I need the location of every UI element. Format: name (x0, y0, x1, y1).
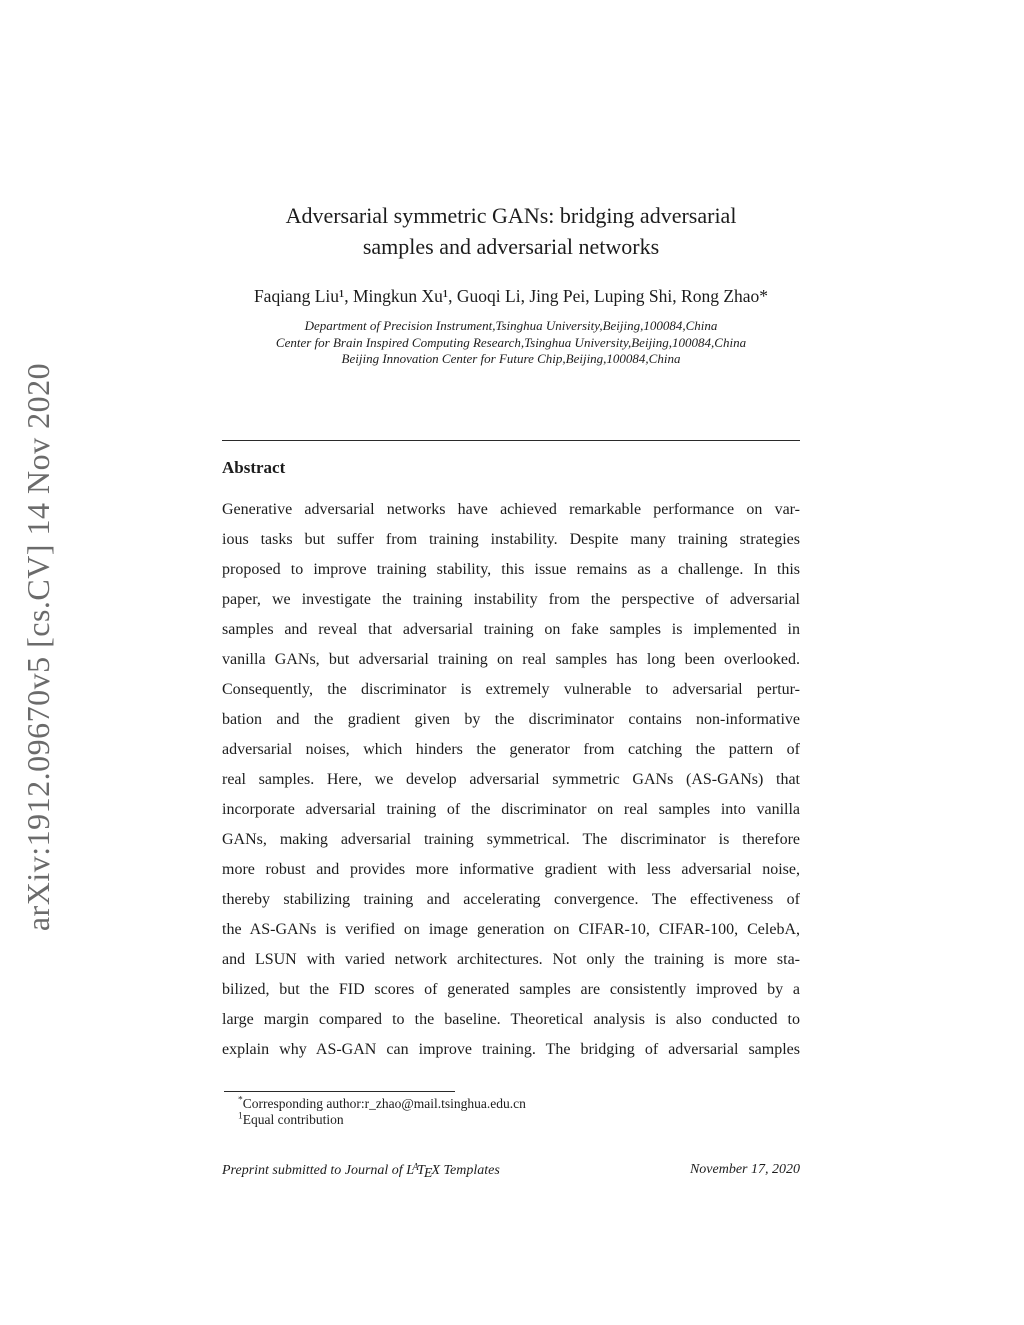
footnote-corresponding-text: Corresponding author:r_zhao@mail.tsinghua.edu.cn (242, 1096, 526, 1111)
latex-logo (406, 1162, 441, 1181)
latex-logo-e: E (423, 1166, 433, 1181)
abstract-line: Consequently, the discriminator is extremely vulnerable to adversarial pertur- (222, 681, 800, 698)
footer-date: November 17, 2020 (689, 1162, 800, 1177)
abstract-line: proposed to improve training stability, this issue remains as a challenge. In this (222, 561, 800, 578)
abstract-line: paper, we investigate the training instability from the perspective of adversarial (222, 591, 800, 608)
abstract-line: and LSUN with varied network architectures. Not only the training is more sta- (222, 951, 800, 968)
abstract-body (222, 495, 800, 1065)
abstract-line: large margin compared to the baseline. Theoretical analysis is also conducted to (222, 1011, 800, 1028)
abstract-line: more robust and provides more informative gradient with less adversarial noise, (222, 861, 800, 878)
footer-preprint-suffix: Templates (440, 1163, 500, 1178)
affiliation-line: Center for Brain Inspired Computing Research,Tsinghua University,Beijing,100084,China (275, 334, 747, 350)
latex-logo-a: A (412, 1162, 419, 1173)
abstract-line: incorporate adversarial training of the discriminator on real samples into vanilla (222, 801, 800, 818)
abstract-heading: Abstract (222, 458, 286, 477)
abstract-line: adversarial noises, which hinders the generator from catching the pattern of (222, 741, 800, 758)
abstract-line: vanilla GANs, but adversarial training on real samples has long been overlooked. (222, 651, 800, 668)
footnote-rule (224, 1091, 455, 1092)
abstract-line: bilized, but the FID scores of generated samples are consistently improved by a (222, 981, 800, 998)
latex-logo-x: X (431, 1163, 441, 1178)
paper-title-line: Adversarial symmetric GANs: bridging adversarial (285, 203, 737, 228)
footnote-equal-contribution (222, 1112, 800, 1128)
abstract-line: samples and reveal that adversarial training on fake samples is implemented in (222, 621, 800, 638)
paper-title (222, 200, 800, 262)
abstract-line: explain why AS-GAN can improve training. The bridging of adversarial samples (222, 1041, 800, 1058)
affiliations (222, 318, 800, 368)
footnote-corresponding-author (222, 1096, 800, 1112)
footer-preprint-note (222, 1162, 500, 1182)
footnote-1-marker: 1 (238, 1111, 243, 1122)
abstract-line: Generative adversarial networks have achieved remarkable performance on var- (222, 501, 800, 518)
paper-content (222, 0, 800, 1325)
abstract-line: thereby stabilizing training and accelerating convergence. The effectiveness of (222, 891, 800, 908)
paper-title-line: samples and adversarial networks (362, 234, 660, 259)
latex-logo-t: T (417, 1163, 425, 1178)
abstract-line: GANs, making adversarial training symmetrical. The discriminator is therefore (222, 831, 800, 848)
abstract-top-rule (222, 440, 800, 441)
author-line: Faqiang Liu¹, Mingkun Xu¹, Guoqi Li, Jing Pei, Luping Shi, Rong Zhao* (253, 286, 769, 306)
arxiv-watermark: arXiv:1912.09670v5 [cs.CV] 14 Nov 2020 (20, 362, 56, 932)
abstract-line: ious tasks but suffer from training instability. Despite many training strategies (222, 531, 800, 548)
footnote-equal-text: Equal contribution (242, 1112, 344, 1127)
abstract-line: the AS-GANs is verified on image generation on CIFAR-10, CIFAR-100, CelebA, (222, 921, 800, 938)
abstract-line: real samples. Here, we develop adversarial symmetric GANs (AS-GANs) that (222, 771, 800, 788)
footer-preprint-prefix: Preprint submitted to Journal of (222, 1163, 407, 1178)
page-footer (222, 1162, 800, 1182)
asterisk-marker: * (238, 1095, 243, 1106)
abstract-line: bation and the gradient given by the discriminator contains non-informative (222, 711, 800, 728)
latex-logo-l: L (406, 1163, 414, 1178)
footnotes (222, 1096, 800, 1128)
affiliation-line: Beijing Innovation Center for Future Chip,Beijing,100084,China (341, 351, 681, 366)
affiliation-line: Department of Precision Instrument,Tsinghua University,Beijing,100084,China (304, 318, 718, 333)
